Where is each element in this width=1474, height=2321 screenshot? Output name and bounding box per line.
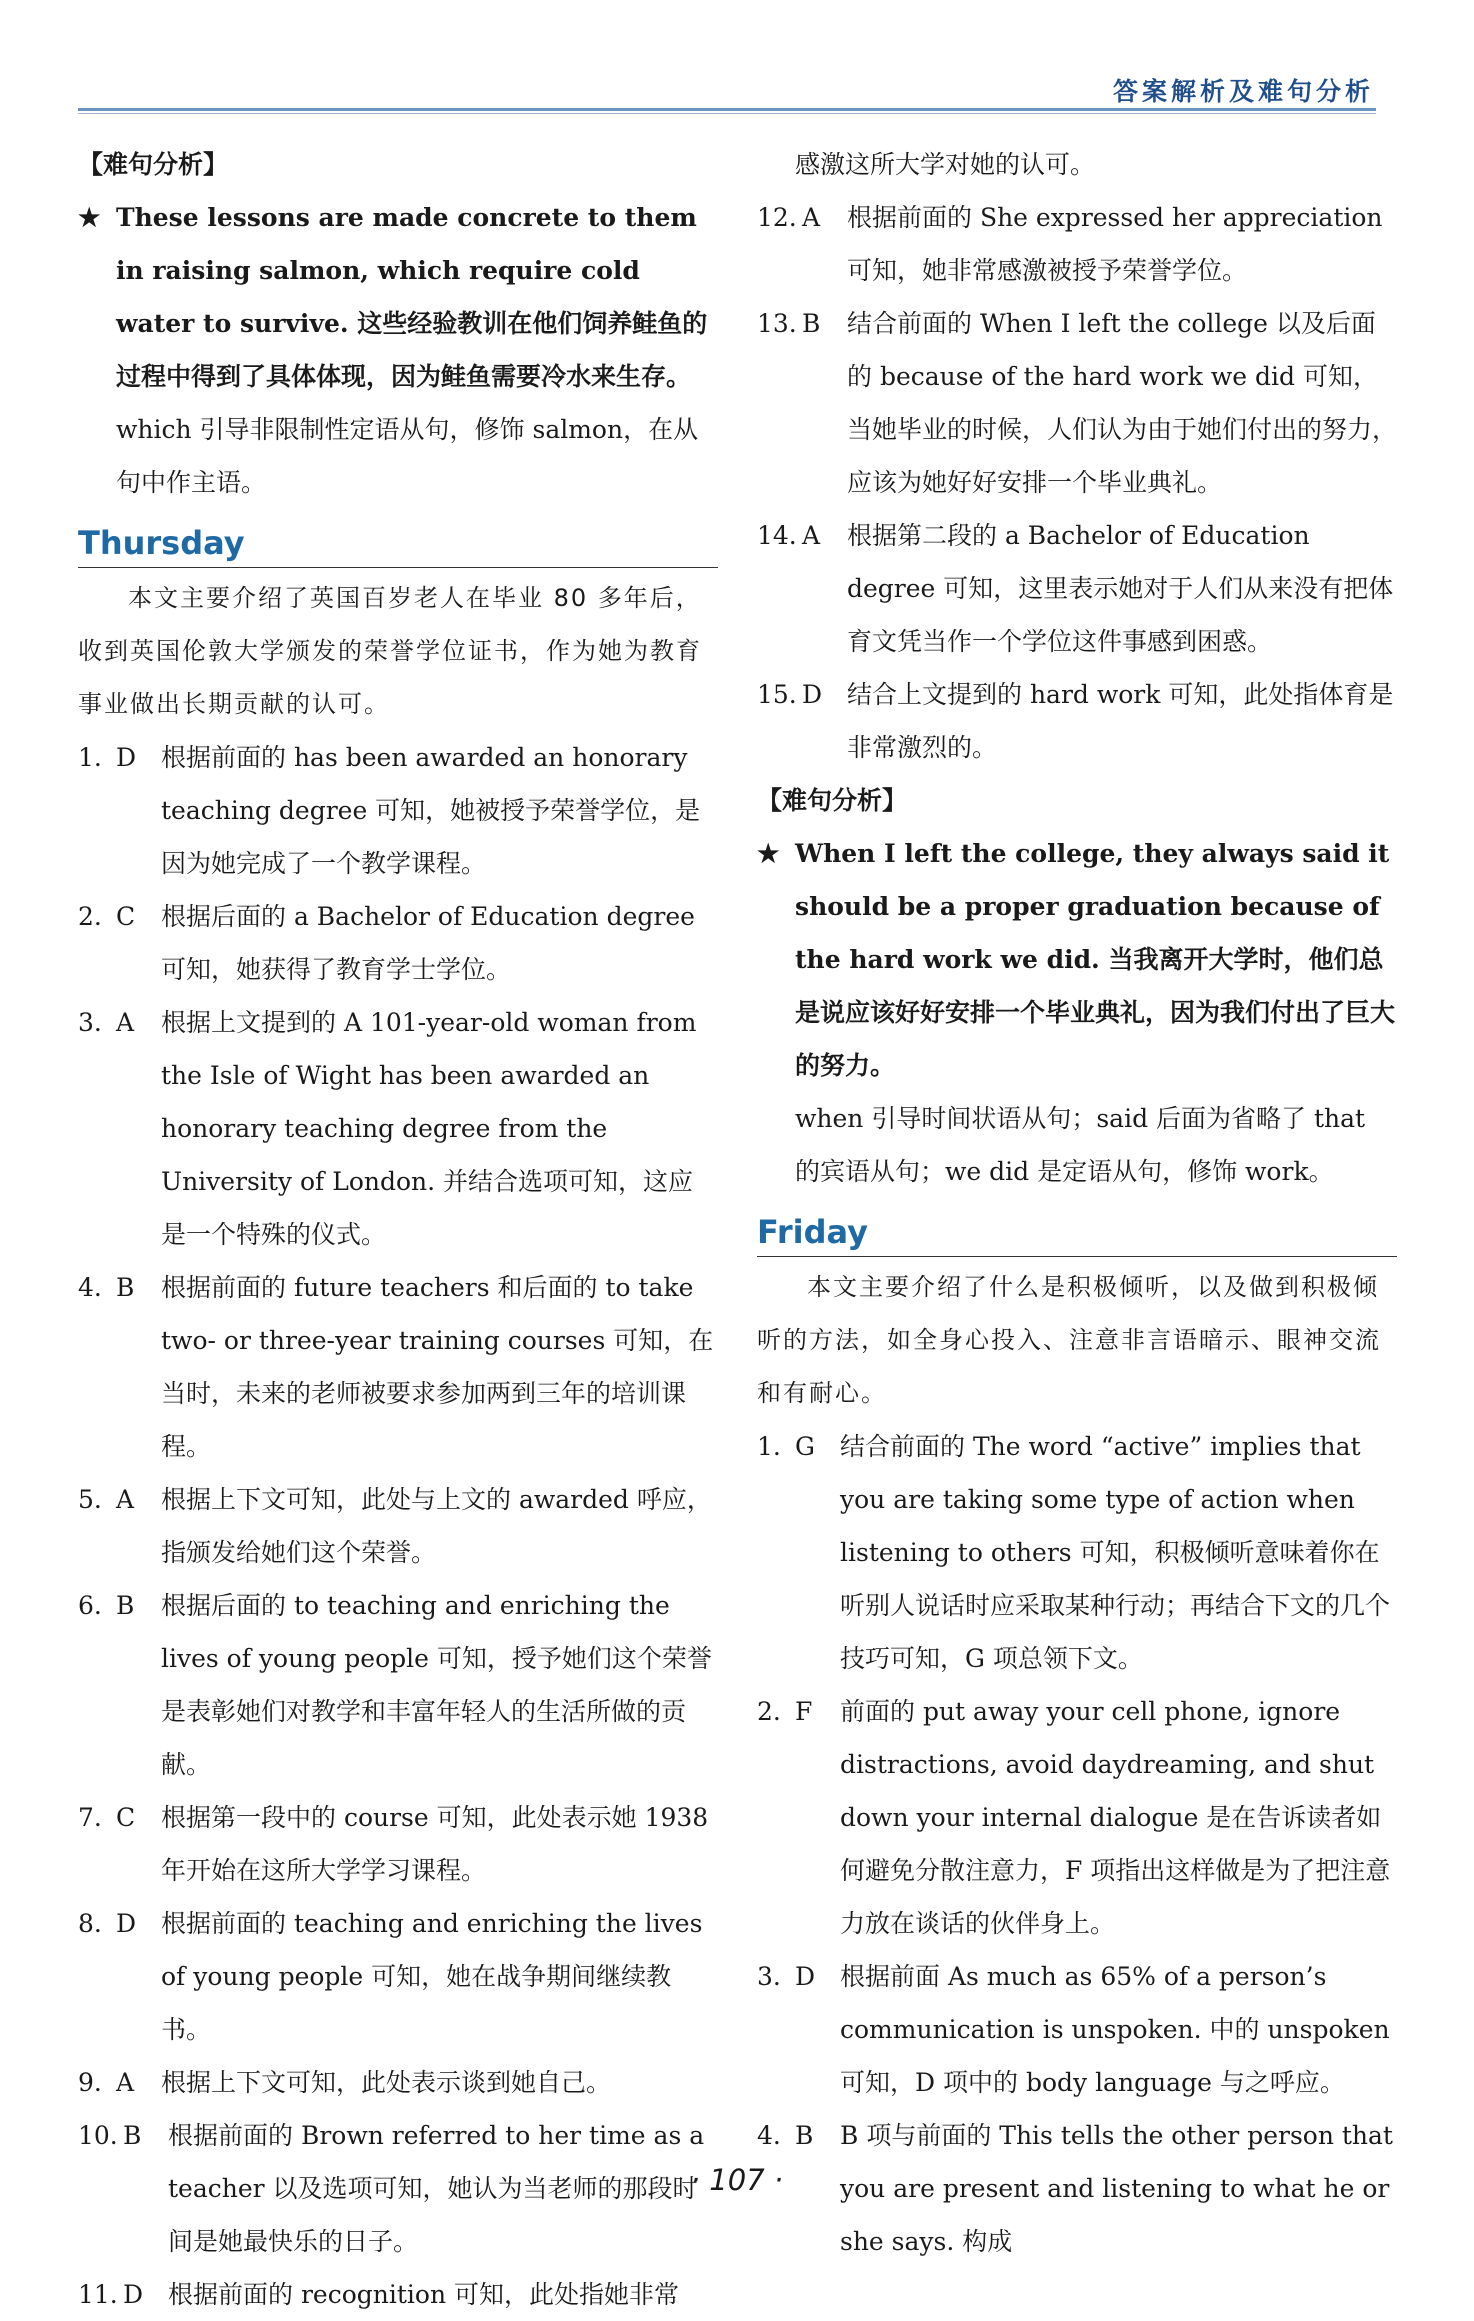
item-number: 12. [757,203,797,232]
item-explanation: 结合前面的 The word “active” implies that you are taking some type of action when listening to others 可知，积极倾听意味着你在听别人说话时应采取某种行动；再结合下文的几个技巧可知，G 项总领下文。 [840,1432,1391,1673]
item-explanation: 前面的 put away your cell phone, ignore distractions, avoid daydreaming, and shut down your internal dialogue 是在告诉读者如何避免分散注意力，F 项指出这样做是为了把注意力放在谈话的伙伴身上。 [840,1697,1391,1938]
item-answer: D [123,2280,144,2309]
item-answer: B [116,1273,135,1302]
item-answer: F [795,1697,813,1726]
item-answer: A [802,203,821,232]
answer-item [78,1473,718,1579]
item-number: 13. [757,309,797,338]
item-number: 2. [757,1697,781,1726]
item-number: 3. [78,1008,102,1037]
item-number: 4. [757,2121,781,2150]
item-explanation: 根据第二段的 a Bachelor of Education degree 可知，这里表示她对于人们从来没有把体育文凭当作一个学位这件事感到困惑。 [847,521,1394,656]
star-icon: ★ [78,203,101,232]
item-number: 6. [78,1591,102,1620]
item-answer: A [116,2068,135,2097]
item-answer: A [116,1485,135,1514]
item-number: 3. [757,1962,781,1991]
item-answer: B [116,1591,135,1620]
thursday-answer-list-cont [757,191,1397,774]
item-explanation: 根据上下文可知，此处表示谈到她自己。 [161,2068,612,2097]
header-rule [78,108,1376,111]
item-answer: D [116,743,137,772]
hard-sentence-label: 【难句分析】 [757,786,908,815]
answer-item [78,2056,718,2109]
friday-answer-list [757,1420,1397,2268]
item-answer: B [123,2121,142,2150]
section-title-thursday: Thursday [78,524,245,562]
item-answer: G [795,1432,815,1461]
answer-item [757,509,1397,668]
item-number: 9. [78,2068,102,2097]
item-answer: A [116,1008,135,1037]
hard-sentence-block [78,191,718,403]
page-number: · 107 · [690,2163,784,2197]
answer-item [757,297,1397,509]
item-answer: C [116,1803,136,1832]
item-answer: B [802,309,821,338]
section-rule [78,567,718,568]
hard-sentence-text: When I left the college, they always said it should be a proper graduation because of the hard work we did. 当我离开大学时，他们总是说应该好好安排一个毕业典礼，因为我们付出了巨大的努力。 [795,839,1396,1080]
star-icon: ★ [757,839,780,868]
item-explanation: 根据前面的 recognition 可知，此处指她非常 [168,2280,679,2309]
item-explanation: 根据上下文可知，此处与上文的 awarded 呼应，指颁发给她们这个荣誉。 [161,1485,712,1567]
item-number: 5. [78,1485,102,1514]
item-explanation: 根据前面的 teaching and enriching the lives of young people 可知，她在战争期间继续教书。 [161,1909,703,2044]
header-rule-thin [78,113,1376,114]
answer-item [78,1897,718,2056]
item-explanation: 根据前面的 future teachers 和后面的 to take two- or three-year training courses 可知，在当时，未来的老师被要求参加两到三年的培训课程。 [161,1273,714,1461]
item-explanation: 根据前面 As much as 65% of a person’s communication is unspoken. 中的 unspoken 可知，D 项中的 body language 与之呼应。 [840,1962,1390,2097]
item-number: 1. [78,743,102,772]
answer-item [78,1791,718,1897]
friday-summary: 本文主要介绍了什么是积极倾听，以及做到积极倾听的方法，如全身心投入、注意非言语暗示、眼神交流和有耐心。 [757,1273,1381,1407]
answer-item [78,731,718,890]
item-number: 7. [78,1803,102,1832]
item-answer: D [795,1962,816,1991]
thursday-summary: 本文主要介绍了英国百岁老人在毕业 80 多年后，收到英国伦敦大学颁发的荣誉学位证书，作为她为教育事业做出长期贡献的认可。 [78,584,702,718]
item-answer: C [116,902,136,931]
item-number: 2. [78,902,102,931]
hard-sentence-text: These lessons are made concrete to them in raising salmon, which require cold water to survive. 这些经验教训在他们饲养鲑鱼的过程中得到了具体体现，因为鲑鱼需要冷水来生存。 [116,203,708,391]
item-explanation: 结合上文提到的 hard work 可知，此处指体育是非常激烈的。 [847,680,1394,762]
item-number: 15. [757,680,797,709]
answer-item [757,191,1397,297]
item-number: 4. [78,1273,102,1302]
answer-item [78,890,718,996]
answer-item [78,1261,718,1473]
left-column [78,138,718,2321]
item-explanation: 根据前面的 She expressed her appreciation 可知，她非常感激被授予荣誉学位。 [847,203,1383,285]
item-answer: B [795,2121,814,2150]
item-explanation: 根据上文提到的 A 101-year-old woman from the Isle of Wight has been awarded an honorary teaching degree from the University of London. 并结合选项可知，这应是一个特殊的仪式。 [161,1008,697,1249]
item-number: 1. [757,1432,781,1461]
section-title-friday: Friday [757,1213,868,1251]
item-answer: A [802,521,821,550]
section-rule [757,1256,1397,1257]
item-number: 8. [78,1909,102,1938]
answer-item [78,996,718,1261]
item-number: 14. [757,521,797,550]
thursday-answer-list [78,731,718,2321]
item-explanation: 根据前面的 Brown referred to her time as a teacher 以及选项可知，她认为当老师的那段时间是她最快乐的日子。 [168,2121,705,2256]
item-explanation: 根据后面的 a Bachelor of Education degree 可知，她获得了教育学士学位。 [161,902,695,984]
hard-sentence-label: 【难句分析】 [78,150,229,179]
item-explanation: 根据前面的 has been awarded an honorary teaching degree 可知，她被授予荣誉学位，是因为她完成了一个教学课程。 [161,743,701,878]
running-header: 答案解析及难句分析 [1112,77,1374,106]
hard-sentence-explain: when 引导时间状语从句；said 后面为省略了 that 的宾语从句；we did 是定语从句，修饰 work。 [795,1104,1366,1186]
item-explanation: 根据后面的 to teaching and enriching the lives of young people 可知，授予她们这个荣誉是表彰她们对教学和丰富年轻人的生活所做的贡献。 [161,1591,712,1779]
item-explanation: 结合前面的 When I left the college 以及后面的 because of the hard work we did 可知，当她毕业的时候，人们认为由于她们付出的努力，应该为她好好安排一个毕业典礼。 [847,309,1398,497]
hard-sentence-block [757,827,1397,1092]
item-answer: D [802,680,823,709]
answer-item [757,668,1397,774]
right-column [757,138,1397,2268]
item-explanation: 根据第一段中的 course 可知，此处表示她 1938 年开始在这所大学学习课程。 [161,1803,709,1885]
answer-item [78,1579,718,1791]
continued-text: 感激这所大学对她的认可。 [795,150,1096,179]
answer-item [757,1420,1397,1685]
item-explanation: B 项与前面的 This tells the other person that you are present and listening to what he or she says. 构成 [840,2121,1393,2256]
answer-item [757,1685,1397,1950]
item-number: 10. [78,2121,118,2150]
answer-item [757,1950,1397,2109]
answer-item [78,2268,718,2321]
item-answer: D [116,1909,137,1938]
hard-sentence-explain: which 引导非限制性定语从句，修饰 salmon，在从句中作主语。 [116,415,699,497]
item-number: 11. [78,2280,118,2309]
